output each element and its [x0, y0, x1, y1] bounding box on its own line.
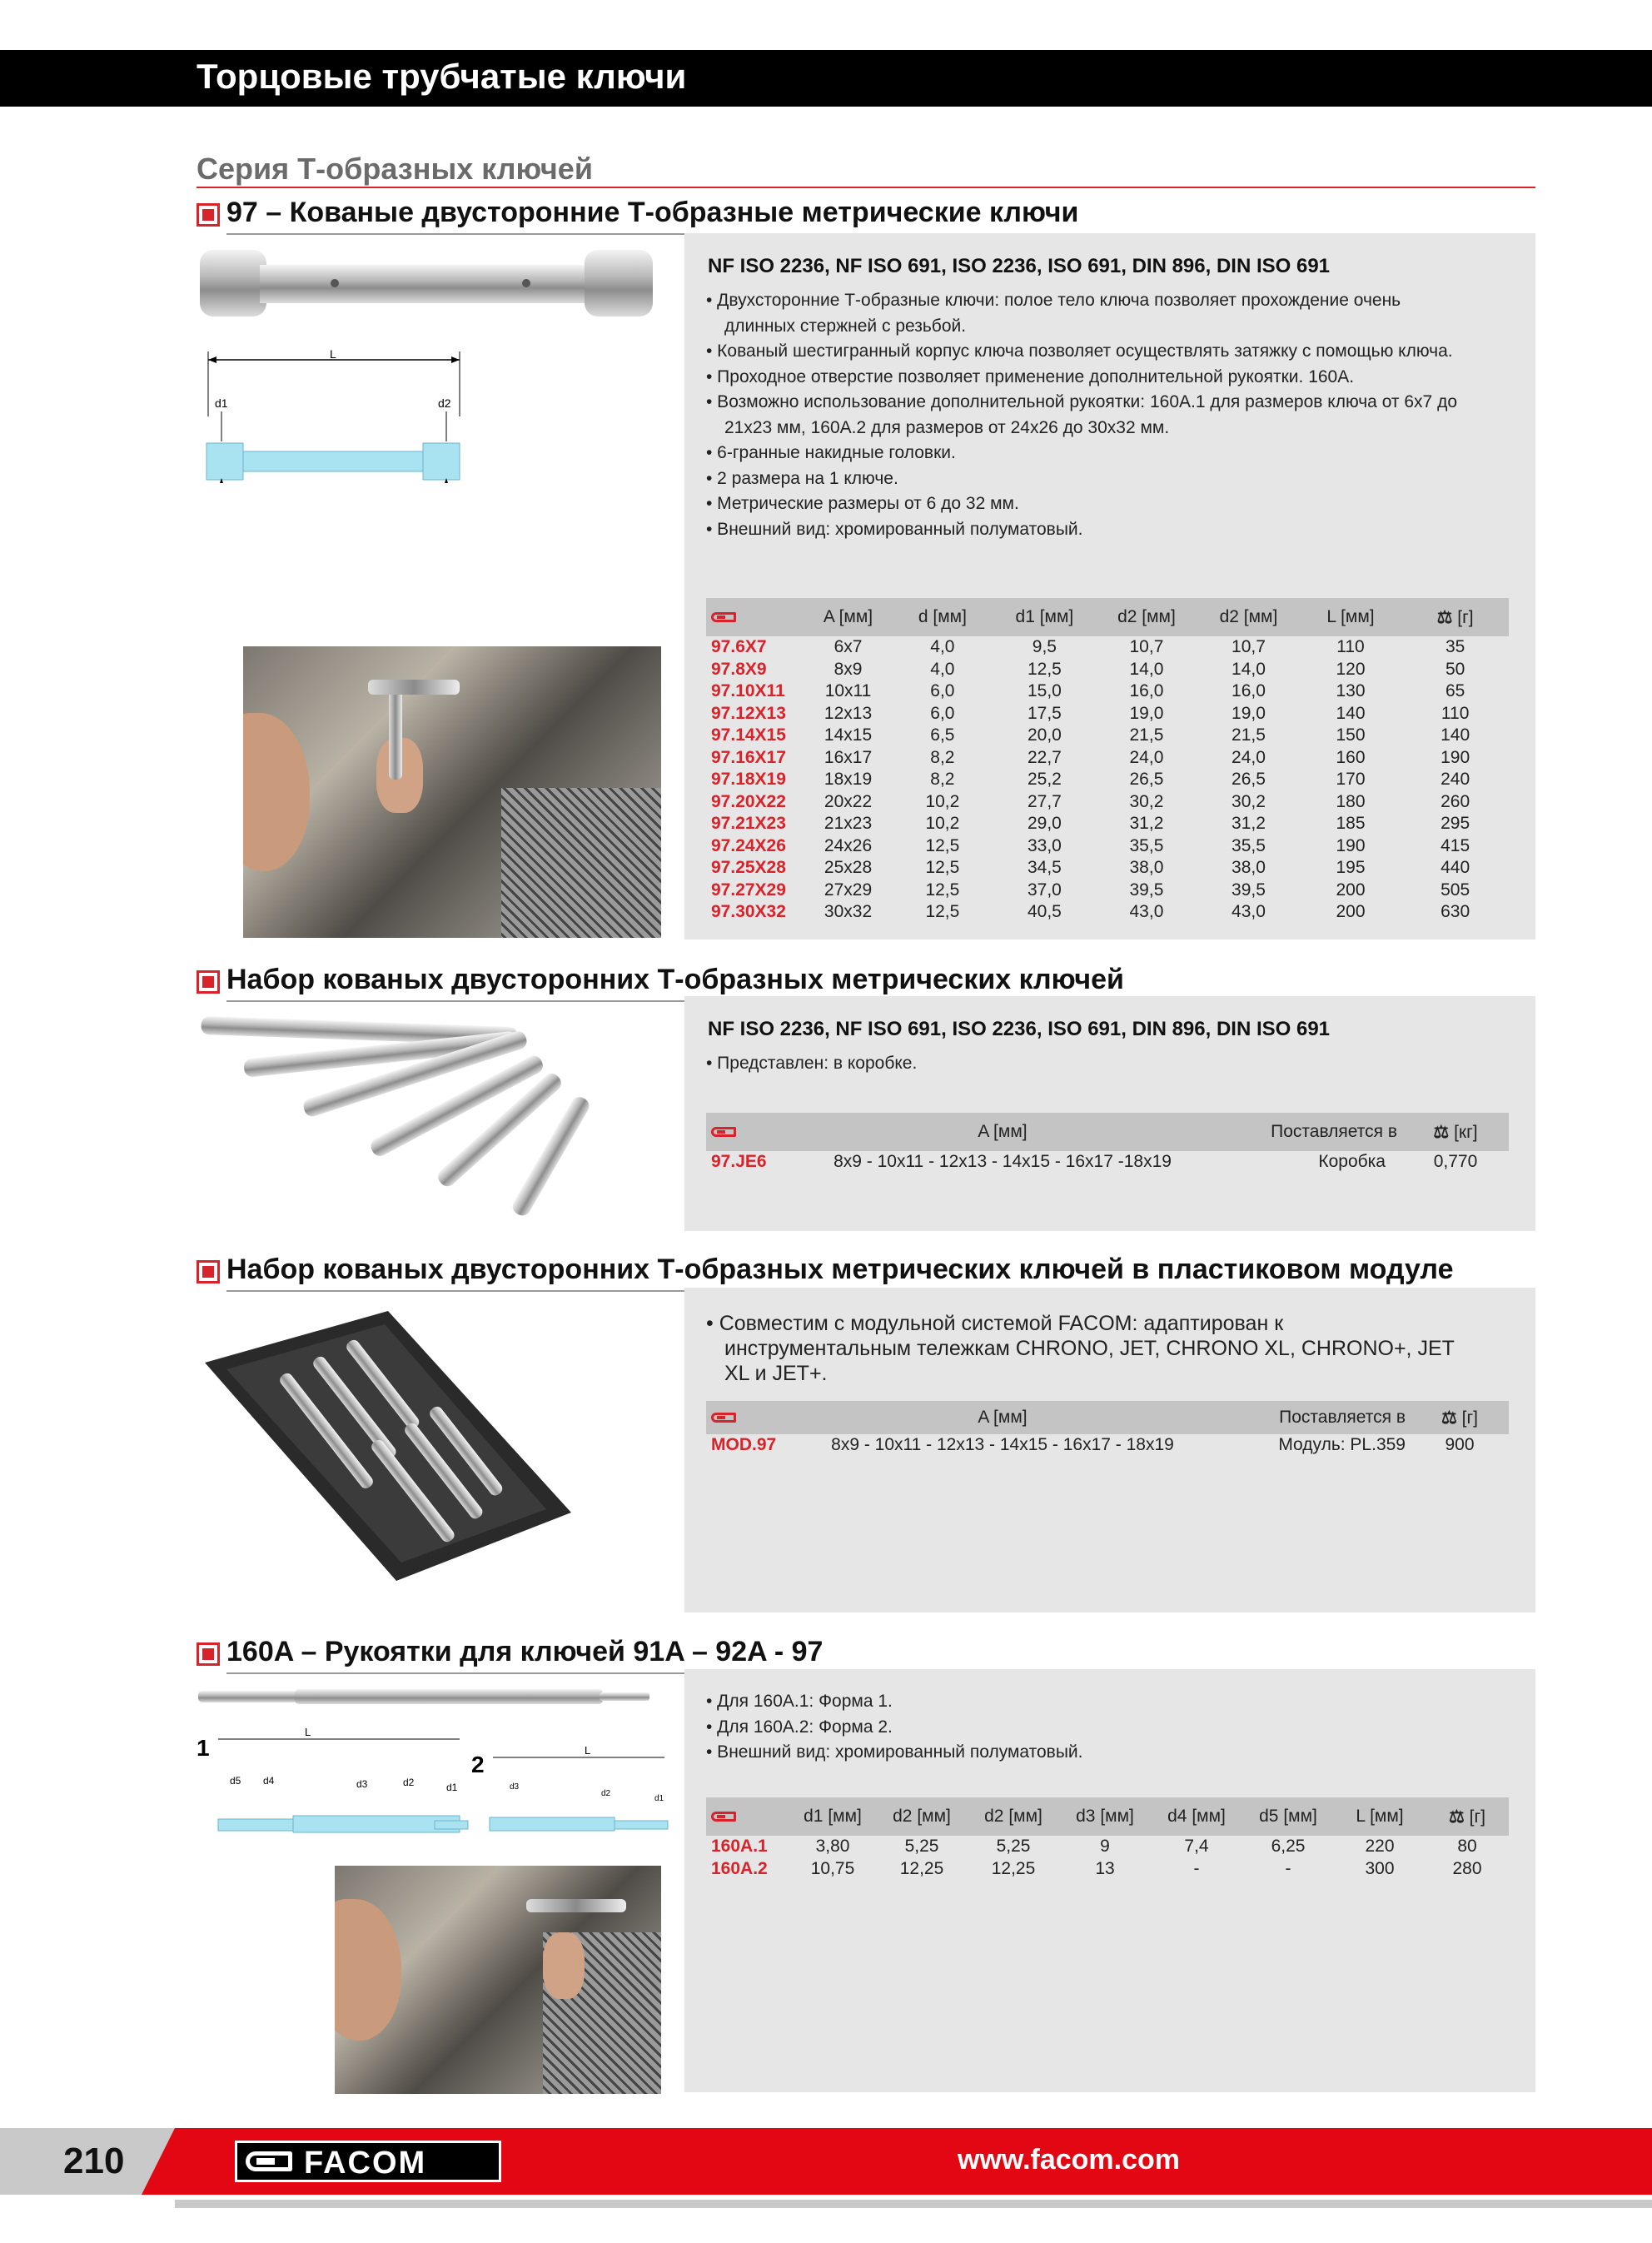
col-header: d4 [мм] [1151, 1797, 1242, 1836]
svg-text:d1: d1 [446, 1782, 458, 1793]
feature-line: • Представлен: в коробке. [706, 1054, 918, 1073]
section-set-title: Набор кованых двусторонних Т-образных метрических ключей [226, 964, 1124, 995]
cell: 295 [1441, 814, 1470, 834]
cell: 15,0 [1027, 681, 1062, 701]
feature-line: • Проходное отверстие позволяет применение дополнительной рукоятки. 160A. [706, 366, 1355, 386]
svg-text:d2: d2 [403, 1777, 415, 1788]
table-header-row [706, 1797, 1509, 1836]
product-code: 97.21X23 [711, 814, 786, 834]
feature-line: XL и JET+. [724, 1362, 828, 1385]
facom-logo-icon [246, 2151, 292, 2171]
wrench-dimension-diagram [197, 341, 471, 491]
product-code: 160A.2 [711, 1858, 768, 1878]
table-row [706, 901, 1509, 924]
cell: 8,2 [930, 770, 955, 790]
cell: 110 [1441, 703, 1470, 723]
table-row [706, 769, 1509, 791]
cell: 16,0 [1232, 681, 1266, 701]
col-header: d2 [мм] [1197, 598, 1300, 636]
section-set-features [706, 1051, 917, 1077]
table-header-row [706, 1401, 1509, 1434]
cell: 8x9 [833, 659, 863, 679]
cell: 505 [1441, 880, 1470, 900]
section-module-features [706, 1311, 1455, 1386]
facom-logo-icon [706, 598, 804, 636]
scale-icon: ⚖ [1436, 607, 1453, 627]
form-2-label: 2 [471, 1752, 485, 1777]
col-header: Поставляется в [1202, 1401, 1411, 1434]
col-header: d2 [мм] [876, 1797, 968, 1836]
cell: 26,5 [1129, 770, 1164, 790]
cell: 24x26 [824, 835, 873, 855]
cell: 25,2 [1027, 770, 1062, 790]
table-row [706, 659, 1509, 681]
cell: 65 [1445, 681, 1465, 701]
section-160a-table-body [706, 1836, 1509, 1880]
product-code: MOD.97 [711, 1435, 777, 1455]
facom-logo [235, 2141, 501, 2182]
cell: 10,2 [925, 791, 960, 811]
cell: 50 [1445, 659, 1465, 679]
cell: - [1193, 1858, 1200, 1878]
section-160a-features [706, 1689, 1083, 1766]
table-row [706, 1836, 1509, 1858]
page-number: 210 [63, 2141, 125, 2181]
cell: 140 [1441, 725, 1470, 745]
cell: 21,5 [1129, 725, 1164, 745]
cell: Коробка [1318, 1152, 1386, 1172]
cell: 37,0 [1027, 880, 1062, 900]
table-row [706, 636, 1509, 659]
col-header: L [мм] [1300, 598, 1402, 636]
product-code: 97.16X17 [711, 747, 786, 767]
page-header-bar [0, 50, 1652, 107]
section-97-info-panel [684, 233, 1535, 940]
cell: 20,0 [1027, 725, 1062, 745]
cell: 130 [1336, 681, 1366, 701]
section-97-title: 97 – Кованые двусторонние Т-образные метрические ключи [226, 197, 1079, 228]
weight-col-header: ⚖ [г] [1411, 1401, 1509, 1434]
cell: Модуль: PL.359 [1278, 1435, 1406, 1455]
cell: 8x9 - 10x11 - 12x13 - 14x15 - 16x17 - 18x19 [831, 1435, 1174, 1455]
diagram-label-L: L [330, 347, 336, 361]
cell: 4,0 [930, 637, 955, 657]
product-code: 97.27X29 [711, 880, 786, 900]
product-code: 97.14X15 [711, 725, 786, 745]
cell: 80 [1457, 1837, 1477, 1857]
cell: 4,0 [930, 659, 955, 679]
cell: 18x19 [824, 770, 873, 790]
col-header: d2 [мм] [968, 1797, 1059, 1836]
table-header-row [706, 598, 1509, 636]
svg-text:d5: d5 [230, 1775, 241, 1787]
cell: 150 [1336, 725, 1366, 745]
svg-text:d3: d3 [510, 1782, 520, 1792]
cell: 12,5 [925, 858, 960, 878]
diagram-label-d1: d1 [215, 396, 228, 410]
table-row [706, 703, 1509, 725]
cell: 33,0 [1027, 835, 1062, 855]
cell: 35,5 [1232, 835, 1266, 855]
product-code: 97.20X22 [711, 791, 786, 811]
cell: 190 [1441, 747, 1470, 767]
section-set-spec-table [706, 1113, 1509, 1174]
table-row [706, 747, 1509, 770]
product-code: 97.8X9 [711, 659, 767, 679]
cell: 12x13 [824, 703, 873, 723]
cell: 13 [1095, 1858, 1115, 1878]
cell: 6,0 [930, 703, 955, 723]
cell: 14x15 [824, 725, 873, 745]
table-row [706, 1858, 1509, 1881]
diagram-label-d2: d2 [438, 396, 451, 410]
handle-dimension-diagram [193, 1721, 676, 1846]
col-header: A [мм] [804, 598, 891, 636]
svg-text:L: L [305, 1726, 311, 1738]
cell: 10,2 [925, 814, 960, 834]
feature-line: • 2 размера на 1 ключе. [706, 468, 898, 488]
plastic-module-image [197, 1304, 580, 1588]
product-code: 97.30X32 [711, 902, 786, 922]
col-header: d2 [мм] [1096, 598, 1198, 636]
cell: 12,5 [925, 902, 960, 922]
cell: 10,7 [1129, 637, 1164, 657]
cell: 12,25 [899, 1858, 944, 1878]
cell: 43,0 [1232, 902, 1266, 922]
footer-underline [175, 2200, 1652, 2208]
cell: 260 [1441, 791, 1470, 811]
cell: 195 [1336, 858, 1366, 878]
svg-text:d1: d1 [654, 1794, 664, 1803]
svg-text:d2: d2 [601, 1789, 611, 1798]
cell: 25x28 [824, 858, 873, 878]
cell: 38,0 [1129, 858, 1164, 878]
cell: 5,25 [904, 1837, 939, 1857]
cell: 9 [1100, 1837, 1110, 1857]
product-code: 97.12X13 [711, 703, 786, 723]
table-row [706, 813, 1509, 835]
facom-logo-icon [706, 1401, 803, 1434]
feature-line: • Совместим с модульной системой FACOM: адаптирован к [706, 1312, 1284, 1335]
section-set-info-panel [684, 996, 1535, 1231]
cell: 6,25 [1271, 1837, 1306, 1857]
col-header: d3 [мм] [1059, 1797, 1151, 1836]
weight-col-header: ⚖ [г] [1426, 1797, 1509, 1836]
table-row [706, 725, 1509, 747]
cell: 0,770 [1433, 1152, 1478, 1172]
usage-photo-1 [243, 646, 661, 938]
table-row [706, 857, 1509, 880]
cell: 8,2 [930, 747, 955, 767]
weight-col-header: ⚖ [кг] [1402, 1113, 1509, 1151]
product-code: 160A.1 [711, 1837, 768, 1857]
product-code: 97.6X7 [711, 637, 767, 657]
cell: 10,75 [810, 1858, 855, 1878]
website-link[interactable]: www.facom.com [958, 2144, 1181, 2176]
cell: 19,0 [1129, 703, 1164, 723]
cell: 12,25 [991, 1858, 1036, 1878]
table-header-row [706, 1113, 1509, 1151]
col-header: d [мм] [892, 598, 994, 636]
cell: 200 [1336, 902, 1366, 922]
col-header: A [мм] [803, 1401, 1202, 1434]
cell: 26,5 [1232, 770, 1266, 790]
cell: 7,4 [1184, 1837, 1209, 1857]
cell: 21,5 [1232, 725, 1266, 745]
col-header: d5 [мм] [1242, 1797, 1334, 1836]
cell: - [1285, 1858, 1291, 1878]
svg-text:d3: d3 [356, 1778, 368, 1790]
section-module-spec-table [706, 1401, 1509, 1457]
cell: 20x22 [824, 791, 873, 811]
cell: 35,5 [1129, 835, 1164, 855]
section-97-table-body [706, 636, 1509, 924]
cell: 39,5 [1129, 880, 1164, 900]
feature-line: • 6-гранные накидные головки. [706, 443, 956, 462]
cell: 31,2 [1129, 814, 1164, 834]
cell: 24,0 [1232, 747, 1266, 767]
cell: 300 [1365, 1858, 1395, 1878]
table-row [706, 835, 1509, 858]
product-code: 97.JE6 [711, 1152, 767, 1172]
feature-line: • Внешний вид: хромированный полуматовый. [706, 519, 1083, 539]
feature-line: • Для 160A.1: Форма 1. [706, 1692, 893, 1711]
cell: 415 [1441, 835, 1470, 855]
cell: 220 [1365, 1837, 1395, 1857]
cell: 34,5 [1027, 858, 1062, 878]
page-title: Торцовые трубчатые ключи [197, 57, 687, 96]
product-code: 97.10X11 [711, 681, 785, 701]
feature-line: • Метрические размеры от 6 до 32 мм. [706, 494, 1019, 513]
cell: 14,0 [1232, 659, 1266, 679]
feature-line: длинных стержней с резьбой. [724, 316, 967, 336]
handle-bar-image [195, 1686, 661, 1711]
section-module-title: Набор кованых двусторонних Т-образных метрических ключей в пластиковом модуле [226, 1254, 1454, 1285]
cell: 22,7 [1027, 747, 1062, 767]
cell: 31,2 [1232, 814, 1266, 834]
feature-line: • Возможно использование дополнительной рукоятки: 160A.1 для размеров ключа от 6x7 до [706, 392, 1457, 411]
bullet-square-icon [197, 1642, 220, 1666]
cell: 190 [1336, 835, 1366, 855]
product-code: 97.18X19 [711, 770, 786, 790]
scale-icon: ⚖ [1441, 1408, 1457, 1428]
brand-name: FACOM [304, 2146, 427, 2181]
scale-icon: ⚖ [1448, 1807, 1465, 1827]
feature-line: • Внешний вид: хромированный полуматовый. [706, 1742, 1083, 1762]
cell: 27,7 [1027, 791, 1062, 811]
cell: 240 [1441, 770, 1470, 790]
cell: 9,5 [1032, 637, 1057, 657]
table-row [706, 680, 1509, 703]
cell: 900 [1445, 1435, 1475, 1455]
bullet-square-icon [197, 970, 220, 994]
weight-col-header: ⚖ [г] [1401, 598, 1509, 636]
standards-text: NF ISO 2236, NF ISO 691, ISO 2236, ISO 691, DIN 896, DIN ISO 691 [708, 255, 1331, 277]
cell: 27x29 [824, 880, 873, 900]
cell: 10,7 [1232, 637, 1266, 657]
bullet-square-icon [197, 203, 220, 227]
cell: 12,5 [925, 835, 960, 855]
series-subtitle: Серия Т-образных ключей [197, 152, 593, 186]
cell: 5,25 [996, 1837, 1031, 1857]
feature-line: • Двухсторонние Т-образные ключи: полое тело ключа позволяет прохождение очень [706, 291, 1401, 310]
cell: 38,0 [1232, 858, 1266, 878]
cell: 30x32 [824, 902, 873, 922]
col-header: Поставляется в [1202, 1113, 1402, 1151]
table-row [706, 791, 1509, 814]
cell: 200 [1336, 880, 1366, 900]
cell: 39,5 [1232, 880, 1266, 900]
cell: 6x7 [833, 637, 863, 657]
cell: 110 [1336, 637, 1365, 657]
product-code: 97.24X26 [711, 835, 786, 855]
form-1-label: 1 [197, 1735, 210, 1761]
table-row [706, 880, 1509, 902]
cell: 120 [1336, 659, 1366, 679]
facom-logo-icon [706, 1113, 803, 1151]
cell: 140 [1336, 703, 1366, 723]
cell: 21x23 [824, 814, 873, 834]
cell: 17,5 [1027, 703, 1062, 723]
cell: 6,5 [930, 725, 955, 745]
t-wrench-image [193, 243, 659, 326]
cell: 14,0 [1129, 659, 1164, 679]
feature-line: • Для 160A.2: Форма 2. [706, 1717, 893, 1737]
col-header: d1 [мм] [789, 1797, 876, 1836]
feature-line: инструментальным тележкам CHRONO, JET, CHRONO XL, CHRONO+, JET [724, 1337, 1455, 1360]
usage-photo-2 [335, 1866, 661, 2094]
svg-text:d4: d4 [263, 1775, 275, 1787]
section-97-features [706, 288, 1457, 542]
wrench-set-image [193, 1009, 643, 1243]
standards-text: NF ISO 2236, NF ISO 691, ISO 2236, ISO 691, DIN 896, DIN ISO 691 [708, 1018, 1331, 1040]
section-module-info-panel [684, 1288, 1535, 1612]
subtitle-divider [197, 187, 1535, 188]
scale-icon: ⚖ [1433, 1122, 1450, 1142]
cell: 185 [1336, 814, 1366, 834]
product-code: 97.25X28 [711, 858, 786, 878]
cell: 170 [1336, 770, 1366, 790]
section-160a-spec-table [706, 1797, 1509, 1880]
section-160a-title: 160A – Рукоятки для ключей 91A – 92A - 97 [226, 1636, 824, 1667]
cell: 160 [1336, 747, 1366, 767]
cell: 29,0 [1027, 814, 1062, 834]
section-160a-info-panel [684, 1669, 1535, 2092]
cell: 180 [1336, 791, 1366, 811]
cell: 40,5 [1027, 902, 1062, 922]
cell: 16x17 [824, 747, 873, 767]
cell: 440 [1441, 858, 1470, 878]
cell: 12,5 [925, 880, 960, 900]
cell: 8x9 - 10x11 - 12x13 - 14x15 - 16x17 -18x19 [833, 1152, 1172, 1172]
cell: 16,0 [1129, 681, 1164, 701]
cell: 30,2 [1232, 791, 1266, 811]
section-97-spec-table [706, 598, 1509, 924]
cell: 280 [1452, 1858, 1482, 1878]
table-row [706, 1151, 1509, 1174]
cell: 10x11 [824, 681, 872, 701]
feature-line: 21x23 мм, 160A.2 для размеров от 24x26 до 30x32 мм. [724, 417, 1170, 437]
col-header: d1 [мм] [993, 598, 1096, 636]
cell: 6,0 [930, 681, 955, 701]
cell: 19,0 [1232, 703, 1266, 723]
cell: 30,2 [1129, 791, 1164, 811]
cell: 12,5 [1027, 659, 1062, 679]
cell: 3,80 [815, 1837, 850, 1857]
facom-logo-icon [706, 1797, 789, 1836]
cell: 35 [1445, 637, 1465, 657]
cell: 24,0 [1129, 747, 1164, 767]
cell: 630 [1441, 902, 1470, 922]
feature-line: • Кованый шестигранный корпус ключа позволяет осуществлять затяжку с помощью ключа. [706, 341, 1453, 361]
cell: 43,0 [1129, 902, 1164, 922]
col-header: A [мм] [803, 1113, 1202, 1151]
table-row [706, 1434, 1509, 1457]
svg-text:L: L [585, 1744, 591, 1757]
bullet-square-icon [197, 1260, 220, 1283]
col-header: L [мм] [1334, 1797, 1426, 1836]
